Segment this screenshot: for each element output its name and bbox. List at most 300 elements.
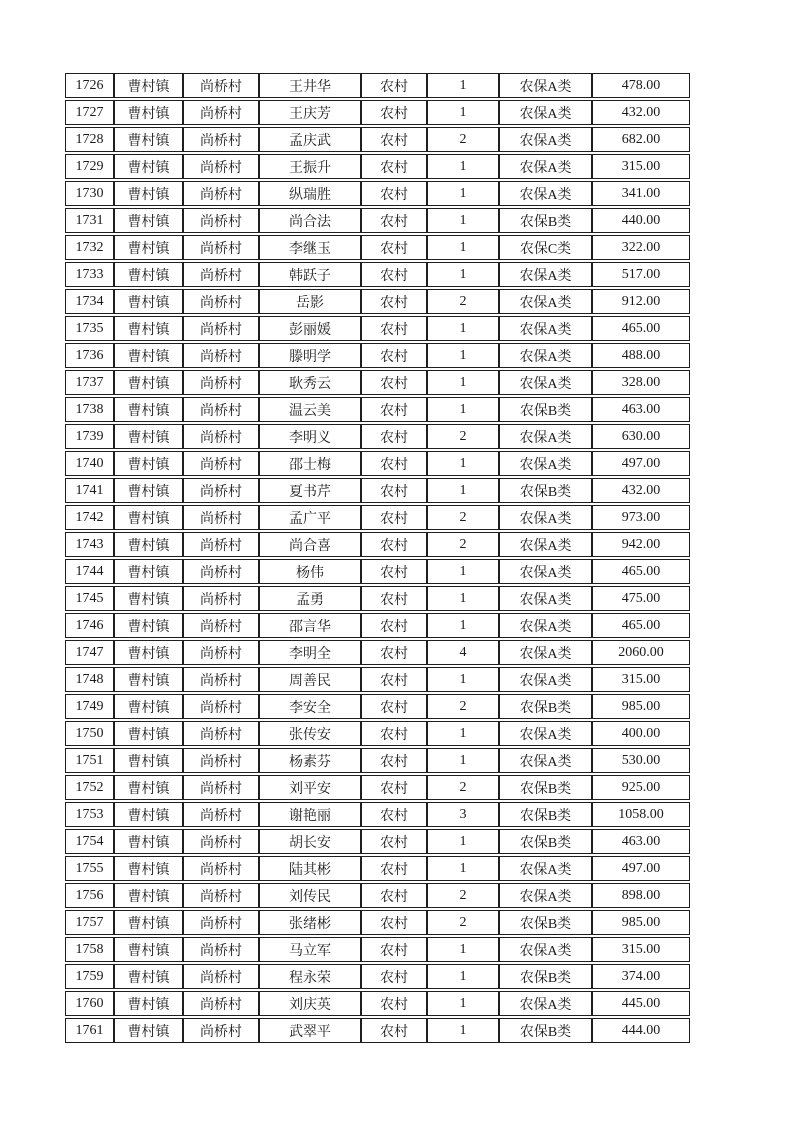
- serial-cell: 1728: [65, 127, 114, 152]
- town-cell: 曹村镇: [114, 478, 183, 503]
- name-cell: 彭丽媛: [259, 316, 361, 341]
- name-cell: 陆其彬: [259, 856, 361, 881]
- amount-cell: 497.00: [592, 856, 690, 881]
- village-cell: 尚桥村: [183, 505, 259, 530]
- table-row: [65, 316, 690, 341]
- count-cell: 2: [427, 910, 499, 935]
- count-cell: 1: [427, 937, 499, 962]
- serial-cell: 1737: [65, 370, 114, 395]
- name-cell: 刘平安: [259, 775, 361, 800]
- town-cell: 曹村镇: [114, 856, 183, 881]
- serial-cell: 1727: [65, 100, 114, 125]
- name-cell: 耿秀云: [259, 370, 361, 395]
- serial-cell: 1751: [65, 748, 114, 773]
- town-cell: 曹村镇: [114, 775, 183, 800]
- table-row: [65, 964, 690, 989]
- name-cell: 王庆芳: [259, 100, 361, 125]
- serial-cell: 1760: [65, 991, 114, 1016]
- village-cell: 尚桥村: [183, 1018, 259, 1043]
- residence-cell: 农村: [361, 505, 427, 530]
- village-cell: 尚桥村: [183, 289, 259, 314]
- count-cell: 2: [427, 775, 499, 800]
- village-cell: 尚桥村: [183, 559, 259, 584]
- table-row: [65, 775, 690, 800]
- amount-cell: 985.00: [592, 910, 690, 935]
- category-cell: 农保C类: [499, 235, 592, 260]
- amount-cell: 1058.00: [592, 802, 690, 827]
- category-cell: 农保A类: [499, 316, 592, 341]
- category-cell: 农保B类: [499, 910, 592, 935]
- serial-cell: 1757: [65, 910, 114, 935]
- name-cell: 谢艳丽: [259, 802, 361, 827]
- town-cell: 曹村镇: [114, 235, 183, 260]
- residence-cell: 农村: [361, 478, 427, 503]
- residence-cell: 农村: [361, 964, 427, 989]
- count-cell: 1: [427, 829, 499, 854]
- name-cell: 李安全: [259, 694, 361, 719]
- village-cell: 尚桥村: [183, 694, 259, 719]
- town-cell: 曹村镇: [114, 559, 183, 584]
- town-cell: 曹村镇: [114, 262, 183, 287]
- town-cell: 曹村镇: [114, 316, 183, 341]
- amount-cell: 465.00: [592, 613, 690, 638]
- category-cell: 农保B类: [499, 694, 592, 719]
- town-cell: 曹村镇: [114, 451, 183, 476]
- category-cell: 农保A类: [499, 748, 592, 773]
- category-cell: 农保A类: [499, 856, 592, 881]
- town-cell: 曹村镇: [114, 586, 183, 611]
- village-cell: 尚桥村: [183, 640, 259, 665]
- count-cell: 2: [427, 424, 499, 449]
- name-cell: 尚合喜: [259, 532, 361, 557]
- amount-cell: 925.00: [592, 775, 690, 800]
- count-cell: 2: [427, 289, 499, 314]
- village-cell: 尚桥村: [183, 910, 259, 935]
- serial-cell: 1759: [65, 964, 114, 989]
- table-row: [65, 559, 690, 584]
- village-cell: 尚桥村: [183, 343, 259, 368]
- amount-cell: 432.00: [592, 478, 690, 503]
- amount-cell: 315.00: [592, 667, 690, 692]
- town-cell: 曹村镇: [114, 181, 183, 206]
- category-cell: 农保B类: [499, 478, 592, 503]
- serial-cell: 1745: [65, 586, 114, 611]
- category-cell: 农保B类: [499, 775, 592, 800]
- village-cell: 尚桥村: [183, 613, 259, 638]
- serial-cell: 1739: [65, 424, 114, 449]
- town-cell: 曹村镇: [114, 748, 183, 773]
- table-row: [65, 154, 690, 179]
- serial-cell: 1740: [65, 451, 114, 476]
- residence-cell: 农村: [361, 991, 427, 1016]
- amount-cell: 517.00: [592, 262, 690, 287]
- town-cell: 曹村镇: [114, 100, 183, 125]
- category-cell: 农保A类: [499, 289, 592, 314]
- table-row: [65, 1018, 690, 1043]
- town-cell: 曹村镇: [114, 154, 183, 179]
- serial-cell: 1747: [65, 640, 114, 665]
- residence-cell: 农村: [361, 316, 427, 341]
- village-cell: 尚桥村: [183, 883, 259, 908]
- category-cell: 农保A类: [499, 127, 592, 152]
- count-cell: 1: [427, 586, 499, 611]
- category-cell: 农保B类: [499, 397, 592, 422]
- village-cell: 尚桥村: [183, 262, 259, 287]
- table-row: [65, 613, 690, 638]
- amount-cell: 912.00: [592, 289, 690, 314]
- name-cell: 滕明学: [259, 343, 361, 368]
- amount-cell: 328.00: [592, 370, 690, 395]
- residence-cell: 农村: [361, 856, 427, 881]
- table-row: [65, 532, 690, 557]
- serial-cell: 1746: [65, 613, 114, 638]
- count-cell: 2: [427, 505, 499, 530]
- name-cell: 纵瑞胜: [259, 181, 361, 206]
- amount-cell: 465.00: [592, 559, 690, 584]
- village-cell: 尚桥村: [183, 667, 259, 692]
- category-cell: 农保A类: [499, 451, 592, 476]
- serial-cell: 1729: [65, 154, 114, 179]
- count-cell: 1: [427, 478, 499, 503]
- count-cell: 1: [427, 73, 499, 98]
- village-cell: 尚桥村: [183, 181, 259, 206]
- count-cell: 1: [427, 559, 499, 584]
- village-cell: 尚桥村: [183, 316, 259, 341]
- town-cell: 曹村镇: [114, 964, 183, 989]
- count-cell: 1: [427, 397, 499, 422]
- village-cell: 尚桥村: [183, 964, 259, 989]
- category-cell: 农保A类: [499, 721, 592, 746]
- table-row: [65, 181, 690, 206]
- table-row: [65, 640, 690, 665]
- town-cell: 曹村镇: [114, 829, 183, 854]
- name-cell: 杨伟: [259, 559, 361, 584]
- residence-cell: 农村: [361, 100, 427, 125]
- amount-cell: 463.00: [592, 397, 690, 422]
- village-cell: 尚桥村: [183, 424, 259, 449]
- town-cell: 曹村镇: [114, 208, 183, 233]
- category-cell: 农保A类: [499, 505, 592, 530]
- count-cell: 1: [427, 370, 499, 395]
- count-cell: 3: [427, 802, 499, 827]
- town-cell: 曹村镇: [114, 640, 183, 665]
- residence-cell: 农村: [361, 640, 427, 665]
- table-row: [65, 856, 690, 881]
- residence-cell: 农村: [361, 154, 427, 179]
- count-cell: 1: [427, 856, 499, 881]
- category-cell: 农保A类: [499, 424, 592, 449]
- town-cell: 曹村镇: [114, 694, 183, 719]
- residence-cell: 农村: [361, 667, 427, 692]
- residence-cell: 农村: [361, 829, 427, 854]
- records-table-body: [65, 73, 690, 1043]
- residence-cell: 农村: [361, 343, 427, 368]
- town-cell: 曹村镇: [114, 991, 183, 1016]
- amount-cell: 530.00: [592, 748, 690, 773]
- name-cell: 程永荣: [259, 964, 361, 989]
- amount-cell: 432.00: [592, 100, 690, 125]
- serial-cell: 1743: [65, 532, 114, 557]
- village-cell: 尚桥村: [183, 154, 259, 179]
- count-cell: 1: [427, 964, 499, 989]
- category-cell: 农保B类: [499, 829, 592, 854]
- category-cell: 农保B类: [499, 1018, 592, 1043]
- village-cell: 尚桥村: [183, 370, 259, 395]
- name-cell: 刘庆英: [259, 991, 361, 1016]
- village-cell: 尚桥村: [183, 748, 259, 773]
- serial-cell: 1731: [65, 208, 114, 233]
- name-cell: 温云美: [259, 397, 361, 422]
- table-row: [65, 208, 690, 233]
- village-cell: 尚桥村: [183, 829, 259, 854]
- name-cell: 岳影: [259, 289, 361, 314]
- serial-cell: 1753: [65, 802, 114, 827]
- village-cell: 尚桥村: [183, 856, 259, 881]
- name-cell: 王井华: [259, 73, 361, 98]
- table-row: [65, 397, 690, 422]
- town-cell: 曹村镇: [114, 127, 183, 152]
- amount-cell: 315.00: [592, 154, 690, 179]
- category-cell: 农保A类: [499, 73, 592, 98]
- count-cell: 1: [427, 181, 499, 206]
- amount-cell: 374.00: [592, 964, 690, 989]
- village-cell: 尚桥村: [183, 208, 259, 233]
- town-cell: 曹村镇: [114, 1018, 183, 1043]
- table-row: [65, 667, 690, 692]
- count-cell: 1: [427, 343, 499, 368]
- count-cell: 1: [427, 316, 499, 341]
- count-cell: 2: [427, 532, 499, 557]
- village-cell: 尚桥村: [183, 235, 259, 260]
- name-cell: 胡长安: [259, 829, 361, 854]
- amount-cell: 465.00: [592, 316, 690, 341]
- name-cell: 张传安: [259, 721, 361, 746]
- category-cell: 农保A类: [499, 559, 592, 584]
- count-cell: 1: [427, 154, 499, 179]
- amount-cell: 497.00: [592, 451, 690, 476]
- town-cell: 曹村镇: [114, 397, 183, 422]
- residence-cell: 农村: [361, 883, 427, 908]
- town-cell: 曹村镇: [114, 937, 183, 962]
- count-cell: 4: [427, 640, 499, 665]
- town-cell: 曹村镇: [114, 505, 183, 530]
- village-cell: 尚桥村: [183, 802, 259, 827]
- town-cell: 曹村镇: [114, 910, 183, 935]
- count-cell: 1: [427, 667, 499, 692]
- serial-cell: 1749: [65, 694, 114, 719]
- amount-cell: 478.00: [592, 73, 690, 98]
- name-cell: 张绪彬: [259, 910, 361, 935]
- amount-cell: 898.00: [592, 883, 690, 908]
- village-cell: 尚桥村: [183, 775, 259, 800]
- category-cell: 农保A类: [499, 883, 592, 908]
- count-cell: 1: [427, 451, 499, 476]
- village-cell: 尚桥村: [183, 100, 259, 125]
- serial-cell: 1752: [65, 775, 114, 800]
- serial-cell: 1741: [65, 478, 114, 503]
- serial-cell: 1735: [65, 316, 114, 341]
- category-cell: 农保B类: [499, 802, 592, 827]
- residence-cell: 农村: [361, 181, 427, 206]
- table-row: [65, 586, 690, 611]
- amount-cell: 985.00: [592, 694, 690, 719]
- count-cell: 1: [427, 991, 499, 1016]
- category-cell: 农保A类: [499, 181, 592, 206]
- serial-cell: 1734: [65, 289, 114, 314]
- count-cell: 1: [427, 748, 499, 773]
- count-cell: 2: [427, 694, 499, 719]
- amount-cell: 630.00: [592, 424, 690, 449]
- amount-cell: 341.00: [592, 181, 690, 206]
- town-cell: 曹村镇: [114, 289, 183, 314]
- name-cell: 孟庆武: [259, 127, 361, 152]
- table-row: [65, 937, 690, 962]
- residence-cell: 农村: [361, 397, 427, 422]
- table-row: [65, 991, 690, 1016]
- table-row: [65, 505, 690, 530]
- serial-cell: 1732: [65, 235, 114, 260]
- name-cell: 刘传民: [259, 883, 361, 908]
- table-row: [65, 235, 690, 260]
- village-cell: 尚桥村: [183, 586, 259, 611]
- table-row: [65, 829, 690, 854]
- table-row: [65, 370, 690, 395]
- count-cell: 1: [427, 1018, 499, 1043]
- serial-cell: 1730: [65, 181, 114, 206]
- amount-cell: 488.00: [592, 343, 690, 368]
- town-cell: 曹村镇: [114, 802, 183, 827]
- serial-cell: 1726: [65, 73, 114, 98]
- table-row: [65, 424, 690, 449]
- amount-cell: 2060.00: [592, 640, 690, 665]
- name-cell: 李继玉: [259, 235, 361, 260]
- amount-cell: 475.00: [592, 586, 690, 611]
- category-cell: 农保B类: [499, 964, 592, 989]
- amount-cell: 682.00: [592, 127, 690, 152]
- name-cell: 武翠平: [259, 1018, 361, 1043]
- residence-cell: 农村: [361, 424, 427, 449]
- village-cell: 尚桥村: [183, 127, 259, 152]
- residence-cell: 农村: [361, 370, 427, 395]
- residence-cell: 农村: [361, 910, 427, 935]
- serial-cell: 1755: [65, 856, 114, 881]
- residence-cell: 农村: [361, 208, 427, 233]
- table-row: [65, 478, 690, 503]
- village-cell: 尚桥村: [183, 73, 259, 98]
- village-cell: 尚桥村: [183, 478, 259, 503]
- town-cell: 曹村镇: [114, 883, 183, 908]
- category-cell: 农保A类: [499, 532, 592, 557]
- residence-cell: 农村: [361, 748, 427, 773]
- name-cell: 杨素芬: [259, 748, 361, 773]
- village-cell: 尚桥村: [183, 721, 259, 746]
- amount-cell: 322.00: [592, 235, 690, 260]
- category-cell: 农保A类: [499, 343, 592, 368]
- category-cell: 农保A类: [499, 937, 592, 962]
- category-cell: 农保A类: [499, 100, 592, 125]
- table-row: [65, 100, 690, 125]
- count-cell: 1: [427, 262, 499, 287]
- name-cell: 李明全: [259, 640, 361, 665]
- residence-cell: 农村: [361, 613, 427, 638]
- amount-cell: 444.00: [592, 1018, 690, 1043]
- town-cell: 曹村镇: [114, 721, 183, 746]
- residence-cell: 农村: [361, 73, 427, 98]
- table-row: [65, 451, 690, 476]
- count-cell: 2: [427, 883, 499, 908]
- town-cell: 曹村镇: [114, 73, 183, 98]
- category-cell: 农保A类: [499, 667, 592, 692]
- residence-cell: 农村: [361, 235, 427, 260]
- serial-cell: 1754: [65, 829, 114, 854]
- village-cell: 尚桥村: [183, 991, 259, 1016]
- table-row: [65, 910, 690, 935]
- category-cell: 农保A类: [499, 154, 592, 179]
- village-cell: 尚桥村: [183, 532, 259, 557]
- category-cell: 农保A类: [499, 586, 592, 611]
- serial-cell: 1750: [65, 721, 114, 746]
- table-row: [65, 721, 690, 746]
- count-cell: 1: [427, 235, 499, 260]
- residence-cell: 农村: [361, 262, 427, 287]
- residence-cell: 农村: [361, 721, 427, 746]
- name-cell: 尚合法: [259, 208, 361, 233]
- amount-cell: 400.00: [592, 721, 690, 746]
- table-row: [65, 694, 690, 719]
- category-cell: 农保A类: [499, 613, 592, 638]
- category-cell: 农保B类: [499, 208, 592, 233]
- amount-cell: 445.00: [592, 991, 690, 1016]
- town-cell: 曹村镇: [114, 667, 183, 692]
- residence-cell: 农村: [361, 451, 427, 476]
- table-row: [65, 127, 690, 152]
- village-cell: 尚桥村: [183, 397, 259, 422]
- serial-cell: 1736: [65, 343, 114, 368]
- records-table: [65, 71, 690, 1045]
- name-cell: 邵言华: [259, 613, 361, 638]
- residence-cell: 农村: [361, 559, 427, 584]
- residence-cell: 农村: [361, 1018, 427, 1043]
- name-cell: 马立军: [259, 937, 361, 962]
- table-row: [65, 262, 690, 287]
- serial-cell: 1756: [65, 883, 114, 908]
- name-cell: 王振升: [259, 154, 361, 179]
- table-row: [65, 748, 690, 773]
- town-cell: 曹村镇: [114, 532, 183, 557]
- name-cell: 邵士梅: [259, 451, 361, 476]
- residence-cell: 农村: [361, 586, 427, 611]
- amount-cell: 942.00: [592, 532, 690, 557]
- town-cell: 曹村镇: [114, 370, 183, 395]
- serial-cell: 1738: [65, 397, 114, 422]
- name-cell: 韩跃子: [259, 262, 361, 287]
- amount-cell: 440.00: [592, 208, 690, 233]
- residence-cell: 农村: [361, 694, 427, 719]
- serial-cell: 1758: [65, 937, 114, 962]
- serial-cell: 1744: [65, 559, 114, 584]
- amount-cell: 463.00: [592, 829, 690, 854]
- village-cell: 尚桥村: [183, 937, 259, 962]
- name-cell: 周善民: [259, 667, 361, 692]
- name-cell: 孟广平: [259, 505, 361, 530]
- serial-cell: 1733: [65, 262, 114, 287]
- category-cell: 农保A类: [499, 640, 592, 665]
- table-row: [65, 802, 690, 827]
- category-cell: 农保A类: [499, 991, 592, 1016]
- town-cell: 曹村镇: [114, 343, 183, 368]
- residence-cell: 农村: [361, 289, 427, 314]
- town-cell: 曹村镇: [114, 424, 183, 449]
